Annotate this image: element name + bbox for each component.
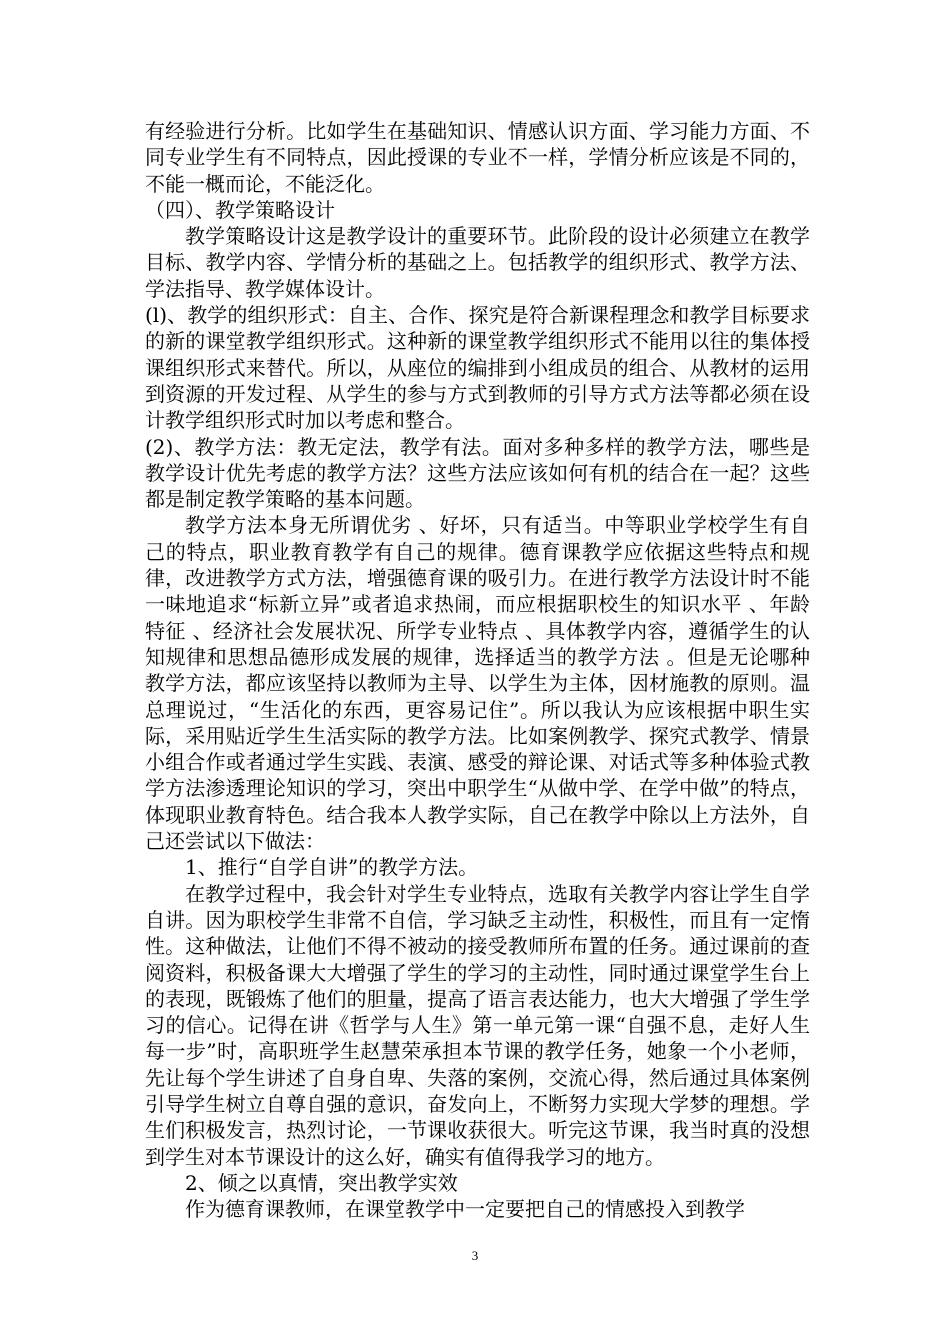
paragraph-self-study-detail: 在教学过程中，我会针对学生专业特点，选取有关教学内容让学生自学自讲。因为职校学生非常不自信，学习缺乏主动性，积极性，而且有一定惰性。这种做法，让他们不得不被动的接受教师所布置的任务。通过课前的查阅资料，积极备课大大增强了学生的学习的主动性，同时通过课堂学生台上的表现，既锻炼了他们的胆量，提高了语言表达能力，也大大增强了学生学习的信心。记得在讲《哲学与人生》第一单元第一课“自强不息，走好人生每一步”时，高职班学生赵慧荣承担本节课的教学任务，她象一个小老师，先让每个学生讲述了自身自卑、失落的案例，交流心得，然后通过具体案例引导学生树立自尊自强的意识，奋发向上，不断努力实现大学梦的理想。学生们积极发言，热烈讨论，一节课收获很大。听完这节课，我当时真的没想到学生对本节课设计的这么好，确实有值得我学习的地方。	[145, 881, 810, 1169]
paragraph-strategy-intro: 教学策略设计这是教学设计的重要环节。此阶段的设计必须建立在教学目标、教学内容、学情分析的基础之上。包括教学的组织形式、教学方法、学法指导、教学媒体设计。	[145, 224, 810, 301]
paragraph-method-discussion: 教学方法本身无所谓优劣 、好坏，只有适当。中等职业学校学生有自己的特点，职业教育教学有自己的规律。德育课教学应依据这些特点和规律，改进教学方式方法，增强德育课的吸引力。在进行教学方法设计时不能一味地追求“标新立异”或者追求热闹，而应根据职校生的知识水平 、年龄特征 、经济社会发展状况、所学专业特点 、具体教学内容，遵循学生的认知规律和思想品德形成发展的规律，选择适当的教学方法 。但是无论哪种教学方法，都应该坚持以教师为主导、以学生为主体，因材施教的原则。温总理说过，“生活化的东西，更容易记住”。所以我认为应该根据中职生实际，采用贴近学生生活实际的教学方法。比如案例教学、探究式教学、情景小组合作或者通过学生实践、表演、感受的辩论课、对话式等多种体验式教学方法渗透理论知识的学习，突出中职学生“从做中学、在学中做”的特点，体现职业教育特色。结合我本人教学实际，自己在教学中除以上方法外，自己还尝试以下做法：	[145, 513, 810, 854]
paragraph-true-feeling-detail: 作为德育课教师，在课堂教学中一定要把自己的情感投入到教学	[185, 1197, 745, 1222]
document-body	[145, 118, 810, 1222]
paragraph-teaching-method: (2)、教学方法：教无定法，教学有法。面对多种多样的教学方法，哪些是教学设计优先考虑的教学方法？这些方法应该如何有机的结合在一起？这些都是制定教学策略的基本问题。	[145, 434, 810, 512]
list-item-true-feeling: 2、倾之以真情，突出教学实效	[185, 1170, 458, 1195]
list-item-self-study: 1、推行“自学自讲”的教学方法。	[185, 855, 479, 880]
paragraph-learning-analysis-end: 有经验进行分析。比如学生在基础知识、情感认识方面、学习能力方面、不同专业学生有不同特点，因此授课的专业不一样，学情分析应该是不同的，不能一概而论，不能泛化。	[145, 119, 810, 196]
paragraph-organization-form: (l)、教学的组织形式：自主、合作、探究是符合新课程理念和教学目标要求的新的课堂教学组织形式。这种新的课堂教学组织形式不能用以往的集体授课组织形式来替代。所以，从座位的编排到小组成员的组合、从教材的运用到资源的开发过程、从学生的参与方式到教师的引导方式方法等都必须在设计教学组织形式时加以考虑和整合。	[145, 303, 810, 433]
section-heading-teaching-strategy: （四）、教学策略设计	[145, 197, 335, 222]
page-number: 3	[471, 1248, 479, 1263]
